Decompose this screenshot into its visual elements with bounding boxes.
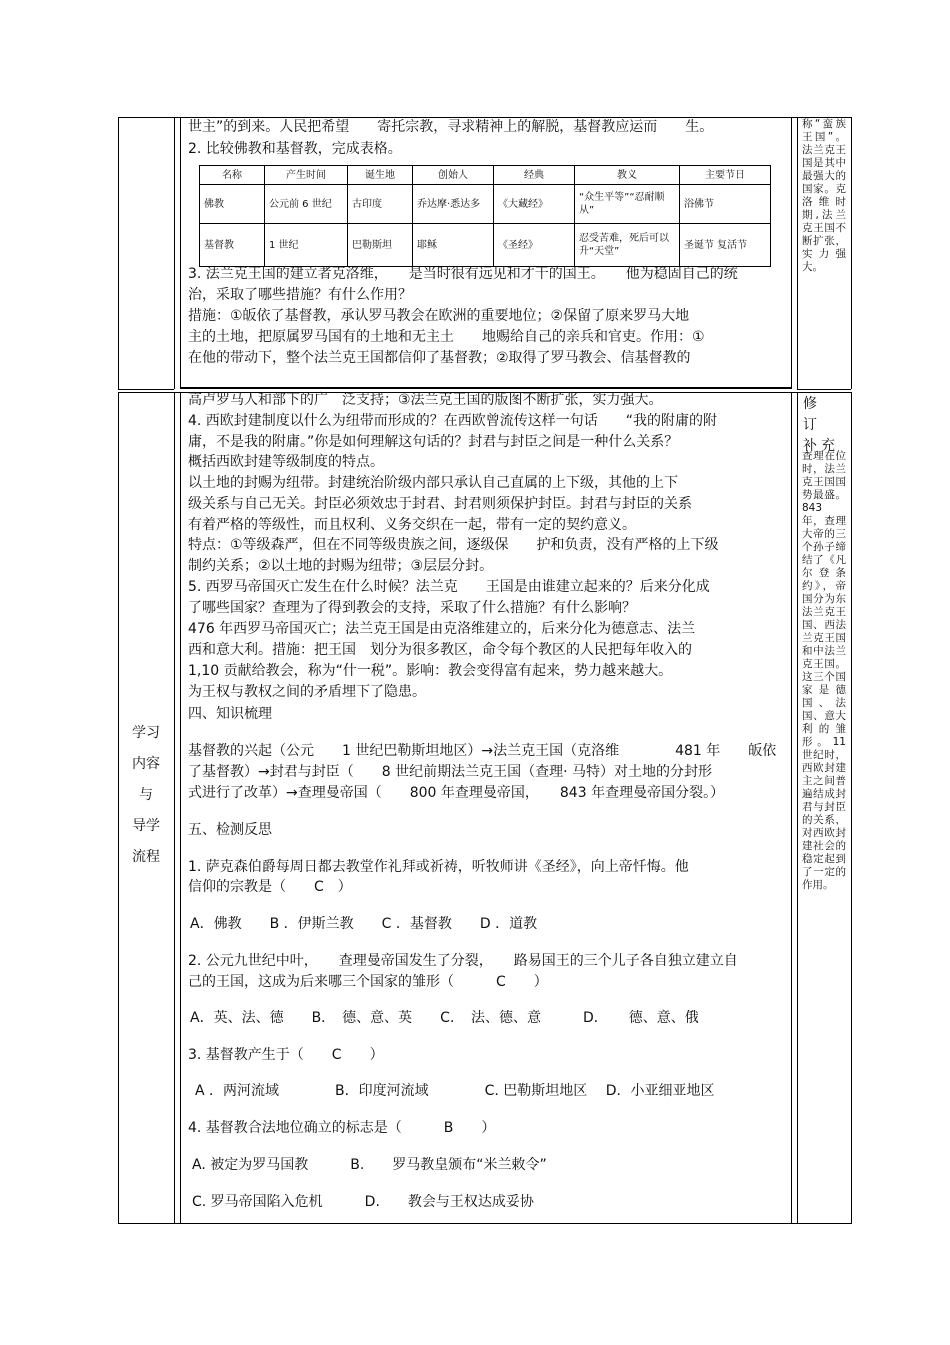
q1-options: A．佛教 B ．伊斯兰教 C ．基督教 D ．道教 xyxy=(190,916,538,932)
p1-side-notes xyxy=(802,118,846,274)
table-cell: 佛教 xyxy=(200,185,265,224)
table-cell: 古印度 xyxy=(348,185,413,224)
comparison-table xyxy=(199,165,771,267)
table-header-cell: 名称 xyxy=(200,166,265,185)
q2-options: A．英、法、德 B． 德、意、英 C． 法、德、意 D． 德、意、俄 xyxy=(190,1010,699,1026)
table-row xyxy=(200,224,771,267)
p1-line-1: 2. 比较佛教和基督教，完成表格。 xyxy=(188,141,402,157)
p2-line-7: 特点：①等级森严，但在不同等级贵族之间，逐级保 护和负责，没有严格的上下级 xyxy=(188,537,719,553)
table-header-cell: 教义 xyxy=(575,166,680,185)
p2-line-14: 为王权与教权之间的矛盾埋下了隐患。 xyxy=(188,684,426,700)
table-cell: 圣诞节 复活节 xyxy=(680,224,771,267)
p1-line-2: 3. 法兰克王国的建立者克洛维， 是当时很有远见和才干的国王。 他为稳固自己的统 xyxy=(188,266,738,282)
q4-line: 4. 基督教合法地位确立的标志是（ B ） xyxy=(188,1120,496,1136)
p1-line-6: 在他的带动下，整个法兰克王国都信仰了基督教；②取得了罗马教会、信基督教的 xyxy=(188,350,691,366)
section-4-heading: 四、知识梳理 xyxy=(188,706,272,722)
p2-line-3: 概括西欧封建等级制度的特点。 xyxy=(188,454,384,470)
p2-line-13: 1,10 贡献给教会，称为“什一税”。影响：教会变得富有起来，势力越来越大。 xyxy=(188,663,673,679)
q1-line-0: 1. 萨克森伯爵每周日都去教堂作礼拜或祈祷，听牧师讲《圣经》，向上帝忏悔。他 xyxy=(188,859,689,875)
p2-side-notes: 查理在位时，法兰克王国国势最盛。843 年，查理大帝的三个孙子缔结了《凡尔登条约》，帝国分为东法兰克王国、西法兰克王国和中法兰克王国。这三个国家是德国、法国、意大利的雏形。11 世纪时，西欧封建主之间普遍结成封君与封臣的关系，对西欧封建社会的稳定起到了一定的作用。 xyxy=(802,450,846,891)
p1-line-0: 世主”的到来。人民把希望 寄托宗教，寻求精神上的解脱，基督教应运而 生。 xyxy=(188,119,714,135)
p1-line-5: 主的土地，把原属罗马国有的土地和无主土 地赐给自己的亲兵和官吏。作用：① xyxy=(188,329,705,345)
table-header-row xyxy=(200,166,771,185)
q4-options-1: A. 被定为罗马国教 B. 罗马教皇颁布“米兰敕令” xyxy=(192,1157,547,1173)
table-header-cell: 经典 xyxy=(494,166,575,185)
table-cell: 《大藏经》 xyxy=(494,185,575,224)
section-label-line: 流程 xyxy=(132,849,160,865)
side-note-text: 称“蛮族王国”。法兰克王国是其中最强大的国家。克洛维时期,法兰克王国不断扩张，实力强大。 xyxy=(802,118,846,273)
section-label-line: 导学 xyxy=(132,818,160,834)
table-header-cell: 诞生地 xyxy=(348,166,413,185)
p2-line-12: 西和意大利。措施：把王国 划分为很多教区，命令每个教区的人民把每年收入的 xyxy=(188,642,692,658)
p2-line-0: 高卢罗马人和部下的广 泛支持；③法兰克王国的版图不断扩张，实力强大。 xyxy=(188,392,663,408)
table-cell: 1 世纪 xyxy=(265,224,348,267)
q3-options: A ．两河流域 B．印度河流域 C. 巴勒斯坦地区 D．小亚细亚地区 xyxy=(195,1083,715,1099)
table-row xyxy=(200,185,771,224)
q2-line-1: 己的王国，这成为后来哪三个国家的雏形（ C ） xyxy=(188,974,548,990)
p2-line-6: 有着严格的等级性，而且权利、义务交织在一起，带有一定的契约意义。 xyxy=(188,517,636,533)
p2-line-9: 5. 西罗马帝国灭亡发生在什么时候？法兰克 王国是由谁建立起来的？后来分化成 xyxy=(188,579,710,595)
section-label-line: 学习 xyxy=(132,725,160,741)
table-cell: 基督教 xyxy=(200,224,265,267)
p1-line-3: 治，采取了哪些措施？有什么作用？ xyxy=(188,287,412,303)
table-cell: 《圣经》 xyxy=(494,224,575,267)
table-cell: 忍受苦难，死后可以升“天堂” xyxy=(575,224,680,267)
q1-line-1: 信仰的宗教是（ C ） xyxy=(188,879,352,895)
section-label xyxy=(121,722,171,866)
table-header-cell: 产生时间 xyxy=(265,166,348,185)
table-cell: 耶稣 xyxy=(413,224,494,267)
q3-line: 3. 基督教产生于（ C ） xyxy=(188,1047,384,1063)
summary-line-0: 基督教的兴起（公元 1 世纪巴勒斯坦地区）→法兰克王国（克洛维 481 年 皈依 xyxy=(188,743,777,759)
table-cell: “众生平等”“忍耐顺从” xyxy=(575,185,680,224)
table-cell: 巴勒斯坦 xyxy=(348,224,413,267)
summary-line-2: 式进行了改革）→查理曼帝国（ 800 年查理曼帝国， 843 年查理曼帝国分裂。） xyxy=(188,785,725,801)
table-cell: 乔达摩·悉达多 xyxy=(413,185,494,224)
p1-line-4: 措施：①皈依了基督教，承认罗马教会在欧洲的重要地位；②保留了原来罗马大地 xyxy=(188,308,690,324)
table-cell: 浴佛节 xyxy=(680,185,771,224)
q2-line-0: 2. 公元九世纪中叶， 查理曼帝国发生了分裂， 路易国王的三个儿子各自独立建立自 xyxy=(188,953,738,969)
section-label-line: 内容 xyxy=(132,756,160,772)
p2-line-11: 476 年西罗马帝国灭亡；法兰克王国是由克洛维建立的，后来分化为德意志、法兰 xyxy=(188,621,696,637)
p2-line-2: 庸，不是我的附庸。”你是如何理解这句话的？封君与封臣之间是一种什么关系？ xyxy=(188,434,679,450)
table-header-cell: 主要节日 xyxy=(680,166,771,185)
section-label-line: 与 xyxy=(139,787,153,803)
table-header-cell: 创始人 xyxy=(413,166,494,185)
p2-line-10: 了哪些国家？查理为了得到教会的支持，采取了什么措施？有什么影响？ xyxy=(188,600,636,616)
p2-line-8: 制约关系；②以土地的封赐为纽带；③层层分封。 xyxy=(188,558,494,574)
q4-options-2: C. 罗马帝国陷入危机 D. 教会与王权达成妥协 xyxy=(192,1194,534,1210)
section-5-heading: 五、检测反思 xyxy=(188,822,272,838)
revise-label: 修 订 补充 xyxy=(803,396,839,454)
p2-line-5: 级关系与自己无关。封臣必须效忠于封君、封君则须保护封臣。封君与封臣的关系 xyxy=(188,496,692,512)
p2-line-4: 以土地的封赐为纽带。封建统治阶级内部只承认自己直属的上下级，其他的上下 xyxy=(188,475,678,491)
table-cell: 公元前 6 世纪 xyxy=(265,185,348,224)
summary-line-1: 了基督教）→封君与封臣（ 8 世纪前期法兰克王国（查理· 马特）对土地的分封形 xyxy=(188,764,712,780)
p2-line-1: 4. 西欧封建制度以什么为纽带而形成的？在西欧曾流传这样一句话 “我的附庸的附 xyxy=(188,413,718,429)
